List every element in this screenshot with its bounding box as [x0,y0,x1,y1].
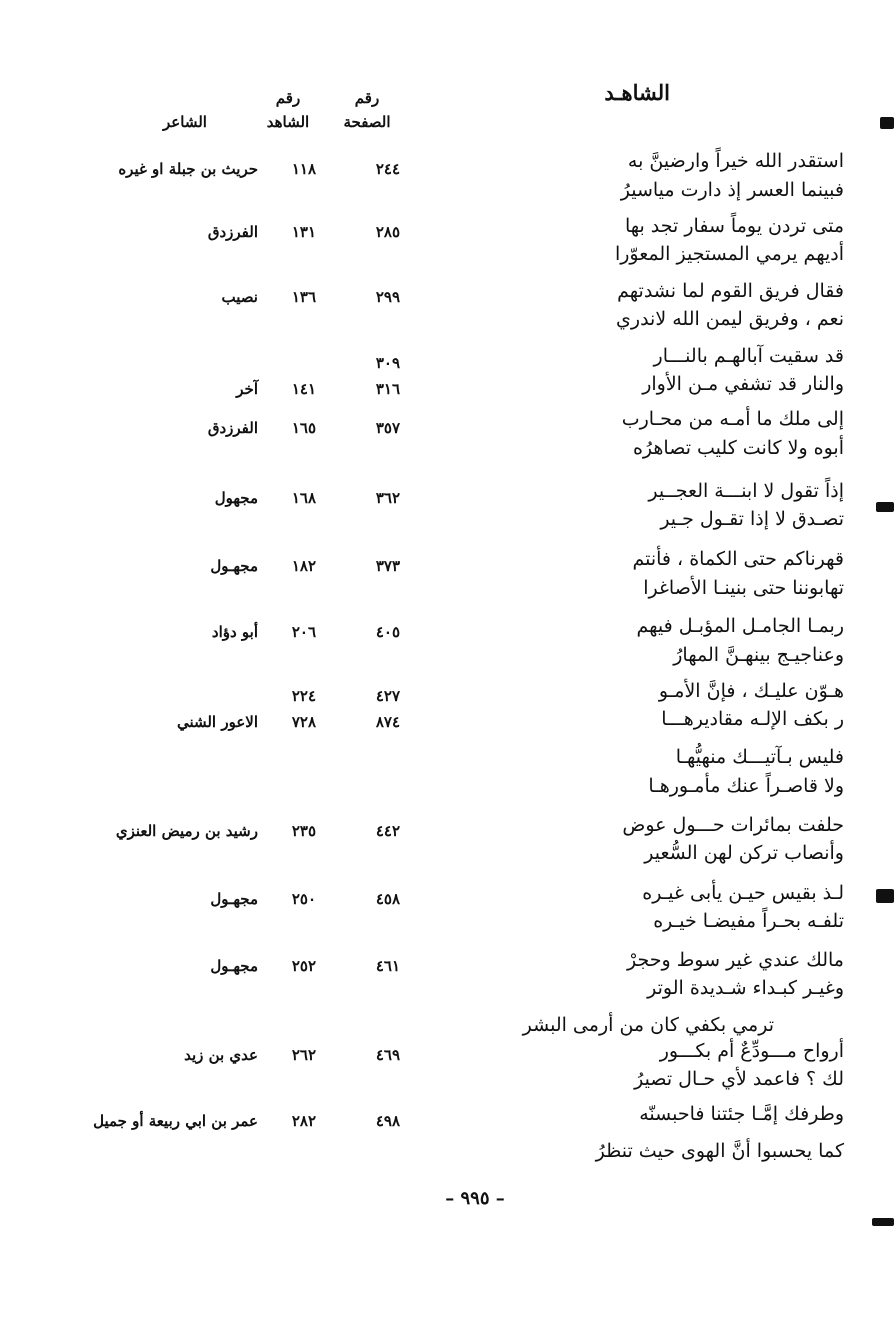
poet-name: رشيد بن رميض العنزي [115,822,258,840]
page-number: ٤٩٨ [375,1112,400,1130]
verse-line-2: وعناجيـج بينهـنَّ المهارُ [673,644,844,666]
shahid-number: ١٣١ [291,223,316,241]
scan-margin-mark [880,117,894,129]
poet-name: مجهـول [210,890,258,908]
page-number-column-header [333,86,401,134]
poet-name: الفرزدق [207,419,258,437]
shahid-col-line1: رقم [275,89,301,107]
verse-line-2: ر بكف الإلـه مقاديرهـــا [661,708,844,730]
verse-line-1: مالك عندي غير سوط وحجرْ [627,949,844,971]
verse-line-2: لك ؟ فاعمد لأي حـال تصيرُ [634,1068,844,1090]
page-col-line1: رقم [354,89,380,107]
shahid-number: ٢٣٥ [291,822,316,840]
verse-line-1: إلى ملك ما أمـه من محـارب [621,408,844,430]
poet-name: أبو دؤاد [211,623,258,641]
poet-column-header: الشاعر [163,113,207,131]
shahid-number: ٢٠٦ [291,623,316,641]
poet-name: مجهـول [210,557,258,575]
page-number: ٤٤٢ [375,822,400,840]
poet-name: حريث بن جبلة او غيره [118,160,258,178]
page-number: ٢٨٥ [375,223,400,241]
page-number: ٢٤٤ [375,160,400,178]
verse-line-1: قهرناكم حتى الكماة ، فأنتم [632,548,844,570]
verse-line-1: فليس بـآتيـــك منهيُّهـا [675,746,844,768]
verse-line-1: متى تردن يوماً سفار تجد بها [624,215,844,237]
page-number-second: ٨٧٤ [375,713,400,731]
verse-line-1: ربمـا الجامـل المؤبـل فيهم [636,615,844,637]
verse-line-2: تهابوننا حتى بنينـا الأصاغرا [643,577,844,599]
verse-line-2: كما يحسبوا أنَّ الهوى حيث تنظرُ [595,1140,844,1162]
poet-name: الفرزدق [207,223,258,241]
page-number: ٤٦٩ [375,1046,400,1064]
scan-margin-mark [872,1218,894,1226]
page-number: ٣٦٢ [375,489,400,507]
verse-line-2: تلفـه بحـراً مفيضـا خيـره [653,910,844,932]
shahid-number: ١٣٦ [291,288,316,306]
poet-name: نصيب [221,288,258,306]
page-col-line2: الصفحة [343,113,391,131]
page-number-second: ٣١٦ [375,380,400,398]
verse-line-2: وأنصاب تركن لهن السُّعير [644,842,844,864]
verse-line-2: والنار قد تشفي مـن الأوار [642,373,844,395]
poet-name: عمر بن ابي ربيعة أو جميل [93,1112,258,1130]
shahid-number: ٢٨٢ [291,1112,316,1130]
poet-name: مجهـول [210,957,258,975]
page-number: ٣٧٣ [375,557,400,575]
shahid-number-second: ٧٢٨ [291,713,316,731]
verse-line-1: إذاً تقول لا ابنـــة العجــير [648,480,844,502]
page-number: ٤٦١ [375,957,400,975]
shahid-number: ١١٨ [291,160,316,178]
verse-line-2: أبوه ولا كانت كليب تصاهرُه [632,437,844,459]
verse-line-1: قد سقيت آبالهـم بالنـــار [653,345,844,367]
verse-line-1: هـوّن عليـك ، فإنَّ الأمـو [658,680,844,702]
page-number: ٤٥٨ [375,890,400,908]
page-number: ٢٩٩ [375,288,400,306]
shahid-number: ١٦٥ [291,419,316,437]
shahid-col-line2: الشاهد [266,113,310,131]
shahid-number: ٢٢٤ [291,687,316,705]
verse-line-1: استقدر الله خيراً وارضينَّ به [627,150,844,172]
page-footer-number: – ٩٩٥ – [445,1188,505,1209]
shahid-number-column-header [258,86,318,134]
verse-line-2: نعم ، وفريق ليمن الله لاندري [616,308,844,330]
scan-margin-mark [876,889,894,903]
poet-name: الاعور الشني [176,713,258,731]
shahid-number: ٢٦٢ [291,1046,316,1064]
scan-margin-mark [876,502,894,512]
shahid-number: ١٤١ [291,380,316,398]
poet-name: مجهول [214,489,258,507]
poet-name: عدي بن زيد [184,1046,258,1064]
shahid-number: ٢٥٠ [291,890,316,908]
page-number: ٤٠٥ [375,623,400,641]
verse-line-1: حلفت بمائرات حـــول عوض [622,814,844,836]
verse-line-2: تصـدق لا إذا تقـول جـير [660,508,844,530]
page-title: الشاهـد [604,80,670,105]
verse-line-1: أرواح مـــودِّعٌ أم بكـــور [659,1040,844,1062]
poet-name: آخر [236,380,258,398]
verse-line-2: أديهم يرمي المستجيز المعوّرا [614,243,844,265]
verse-line-2: فبينما العسر إذ دارت مياسيرُ [620,179,844,201]
verse-line-3: ترمي بكفي كان من أرمى البشر [522,1014,774,1036]
shahid-number: ١٨٢ [291,557,316,575]
verse-line-2: ولا قاصـراً عنك مأمـورهـا [648,775,844,797]
verse-line-1: وطرفك إمَّـا جئتنا فاحبسنّه [639,1103,844,1125]
verse-line-1: لـذ بقيس حيـن يأبى غيـره [642,882,844,904]
verse-line-1: فقال فريق القوم لما نشدتهم [617,280,844,302]
verse-line-2: وغيـر كبـداء شـديدة الوتر [647,977,844,999]
page-number: ٣٥٧ [375,419,400,437]
shahid-number: ٢٥٢ [291,957,316,975]
shahid-number: ١٦٨ [291,489,316,507]
page-number: ٤٢٧ [375,687,400,705]
page-number: ٣٠٩ [375,354,400,372]
